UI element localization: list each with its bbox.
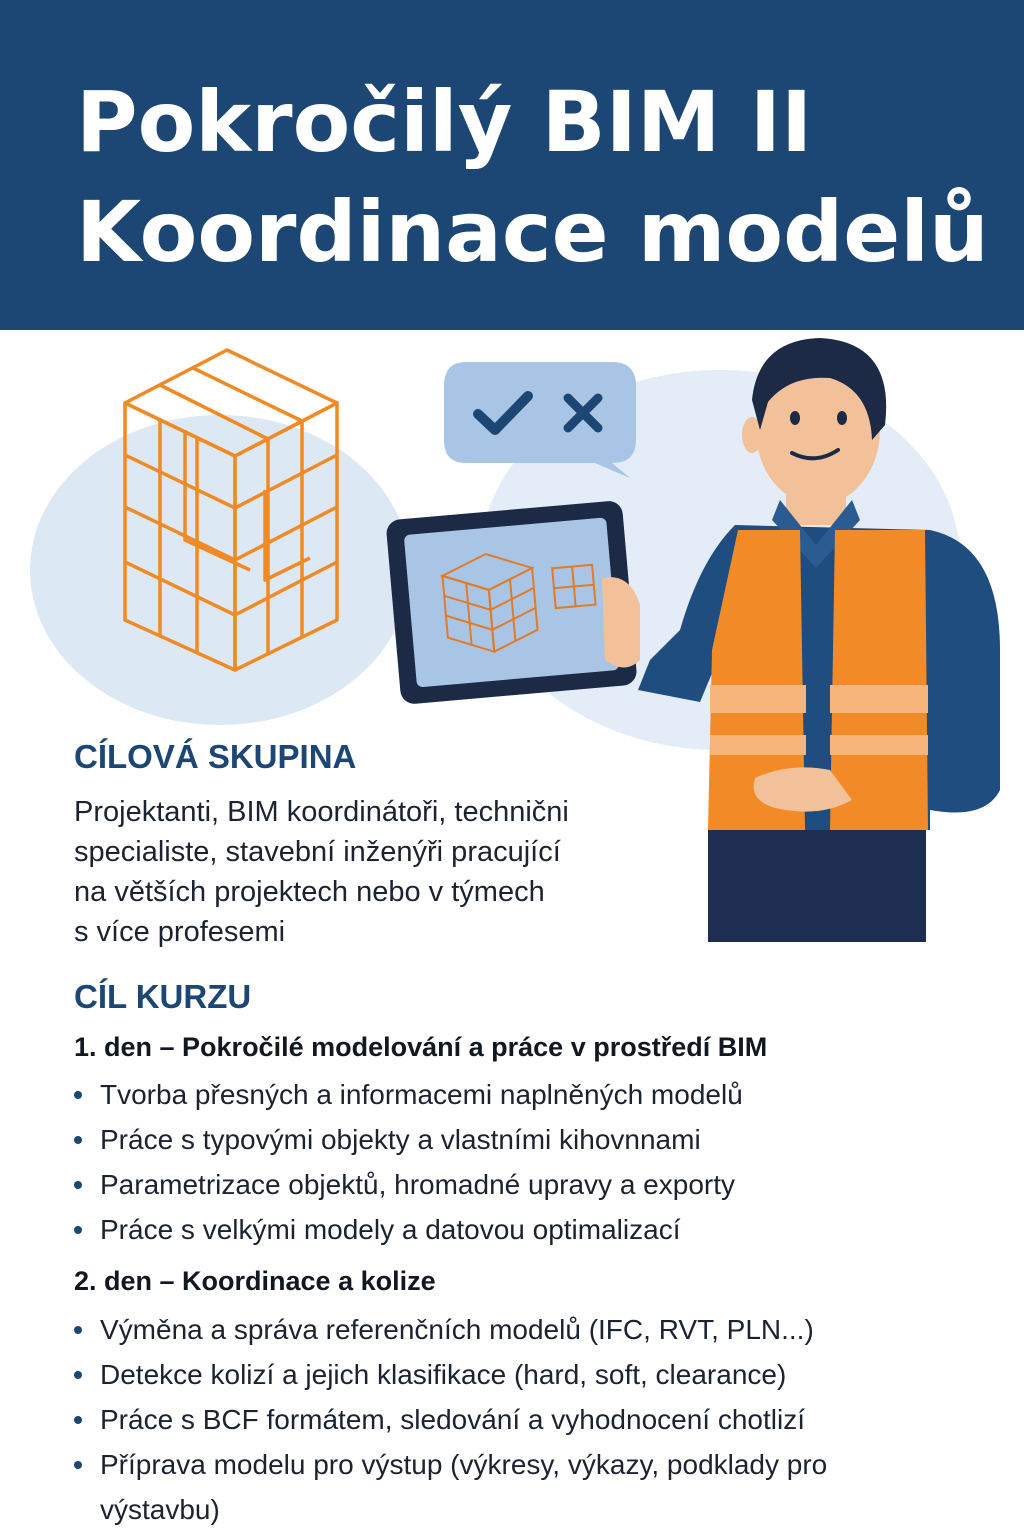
bullet-icon xyxy=(74,1416,82,1424)
target-group-line: s více profesemi xyxy=(74,916,286,948)
title-line-2: Koordinace modelů xyxy=(76,183,989,281)
list-item xyxy=(74,1117,954,1162)
list-item xyxy=(74,1442,954,1532)
bullet-icon xyxy=(74,1326,82,1334)
target-group-line: specialiste, stavební inženýři pracující xyxy=(74,836,561,868)
list-item-text: Práce s typovými objekty a vlastními kihovnnami xyxy=(100,1124,701,1155)
list-item-text: Detekce kolizí a jejich klasifikace (hard, soft, clearance) xyxy=(100,1359,787,1390)
day1-title: 1. den – Pokročilé modelování a práce v prostředí BIM xyxy=(74,1032,768,1062)
bullet-icon xyxy=(74,1181,82,1189)
header-banner xyxy=(0,0,1024,330)
bullet-icon xyxy=(74,1226,82,1234)
bullet-icon xyxy=(74,1461,82,1469)
list-item xyxy=(74,1352,954,1397)
target-group-heading: CÍLOVÁ SKUPINA xyxy=(74,738,357,775)
list-item xyxy=(74,1207,954,1252)
list-item-text: Příprava modelu pro výstup (výkresy, výkazy, podklady pro výstavbu) xyxy=(100,1449,828,1525)
day2-title: 2. den – Koordinace a kolize xyxy=(74,1266,436,1296)
target-group-line: Projektanti, BIM koordinátoři, technični xyxy=(74,796,569,828)
list-item xyxy=(74,1397,954,1442)
day2-list xyxy=(74,1307,954,1532)
list-item-text: Parametrizace objektů, hromadné upravy a exporty xyxy=(100,1169,735,1200)
tablet-icon xyxy=(385,500,640,705)
bullet-icon xyxy=(74,1371,82,1379)
list-item xyxy=(74,1162,954,1207)
list-item xyxy=(74,1072,954,1117)
bullet-icon xyxy=(74,1136,82,1144)
target-group-line: na větších projektech nebo v týmech xyxy=(74,876,545,908)
list-item-text: Práce s velkými modely a datovou optimalizací xyxy=(100,1214,681,1245)
target-group-text xyxy=(74,792,674,952)
list-item-text: Práce s BCF formátem, sledování a vyhodnocení chotlizí xyxy=(100,1404,805,1435)
title-line-1: Pokročilý BIM II xyxy=(76,73,813,171)
left-background-blob xyxy=(30,415,410,725)
review-speech-bubble xyxy=(444,362,636,478)
course-goal-heading: CÍL KURZU xyxy=(74,978,252,1015)
list-item xyxy=(74,1307,954,1352)
bullet-icon xyxy=(74,1091,82,1099)
list-item-text: Výměna a správa referenčních modelů (IFC, RVT, PLN...) xyxy=(100,1314,814,1345)
list-item-text: Tvorba přesných a informacemi naplněných modelů xyxy=(100,1079,743,1110)
day1-list xyxy=(74,1072,954,1252)
